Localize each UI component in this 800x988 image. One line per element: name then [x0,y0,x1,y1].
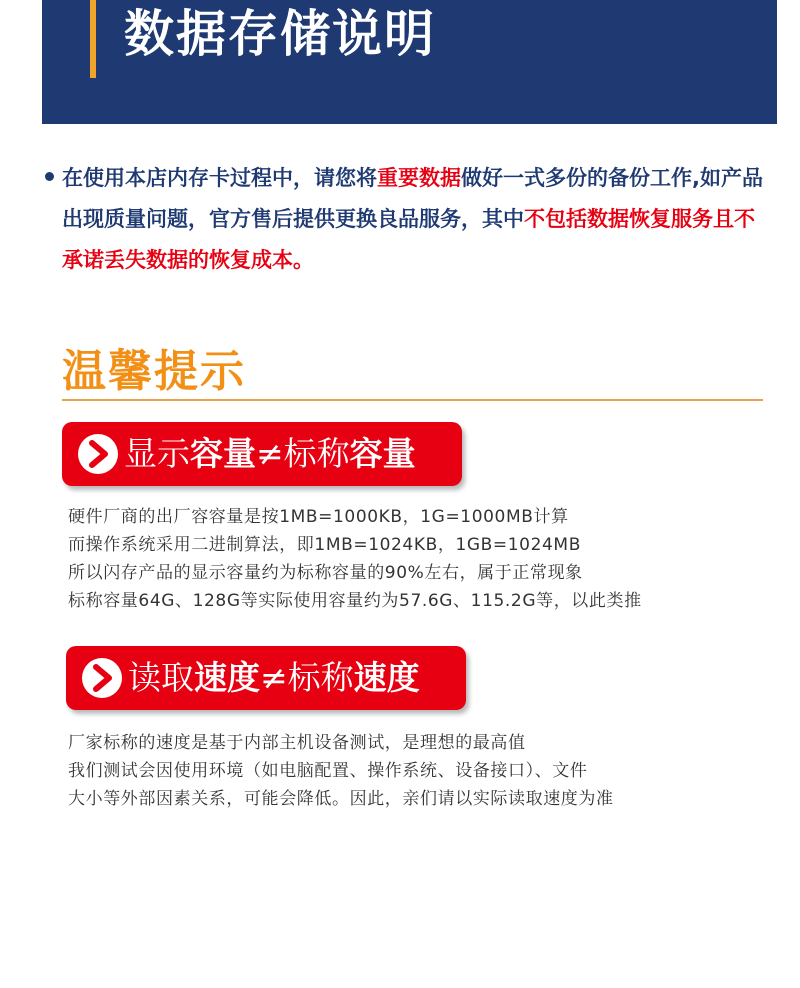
capacity-line-4: 标称容量64G、128G等实际使用容量约为57.6G、115.2G等，以此类推 [68,591,642,611]
pill1-text-c: ≠标称 [256,434,350,473]
tips-heading: 温馨提示 [62,346,246,397]
tips-divider [62,399,763,401]
backup-notice [62,158,772,281]
pill2-text-b: 速度 [194,658,260,697]
pill1-text-d: 容量 [349,434,416,473]
pill2-text-a: 读取 [128,658,194,697]
chevron-right-circle-icon [82,658,122,698]
capacity-explanation [68,503,642,615]
speed-line-1: 厂家标称的速度是基于内部主机设备测试，是理想的最高值 [68,733,526,753]
header-accent-bar [90,0,96,78]
capacity-line-2: 而操作系统采用二进制算法，即1MB=1024KB，1GB=1024MB [68,535,581,555]
pill2-text-d: 速度 [353,658,420,697]
bullet-dot-icon [45,172,54,181]
capacity-section-title [124,422,416,486]
speed-section-title [128,646,420,710]
capacity-section-banner [62,422,462,486]
notice-highlight-no-recovery: 不包括数据恢复服务且不承诺丢失数据的恢复成本。 [62,207,755,272]
header-banner [42,0,777,124]
speed-line-3: 大小等外部因素关系，可能会降低。因此，亲们请以实际读取速度为准 [68,789,614,809]
capacity-line-3: 所以闪存产品的显示容量约为标称容量的90%左右，属于正常现象 [68,563,583,583]
speed-explanation [68,729,614,813]
pill2-text-c: ≠标称 [260,658,354,697]
notice-text-1: 在使用本店内存卡过程中，请您将 [62,166,377,190]
speed-line-2: 我们测试会因使用环境（如电脑配置、操作系统、设备接口）、文件 [68,761,588,781]
pill1-text-a: 显示 [124,434,190,473]
notice-highlight-important-data: 重要数据 [377,166,461,190]
pill1-text-b: 容量 [190,434,256,473]
speed-section-banner [66,646,466,710]
notice-text-2: 做好一式多份的备份工作,如产品出现质量问题，官方售后提供更换良品服务，其中 [62,166,763,231]
capacity-line-1: 硬件厂商的出厂容容量是按1MB=1000KB，1G=1000MB计算 [68,507,569,527]
page-title: 数据存储说明 [124,5,436,63]
chevron-right-circle-icon [78,434,118,474]
